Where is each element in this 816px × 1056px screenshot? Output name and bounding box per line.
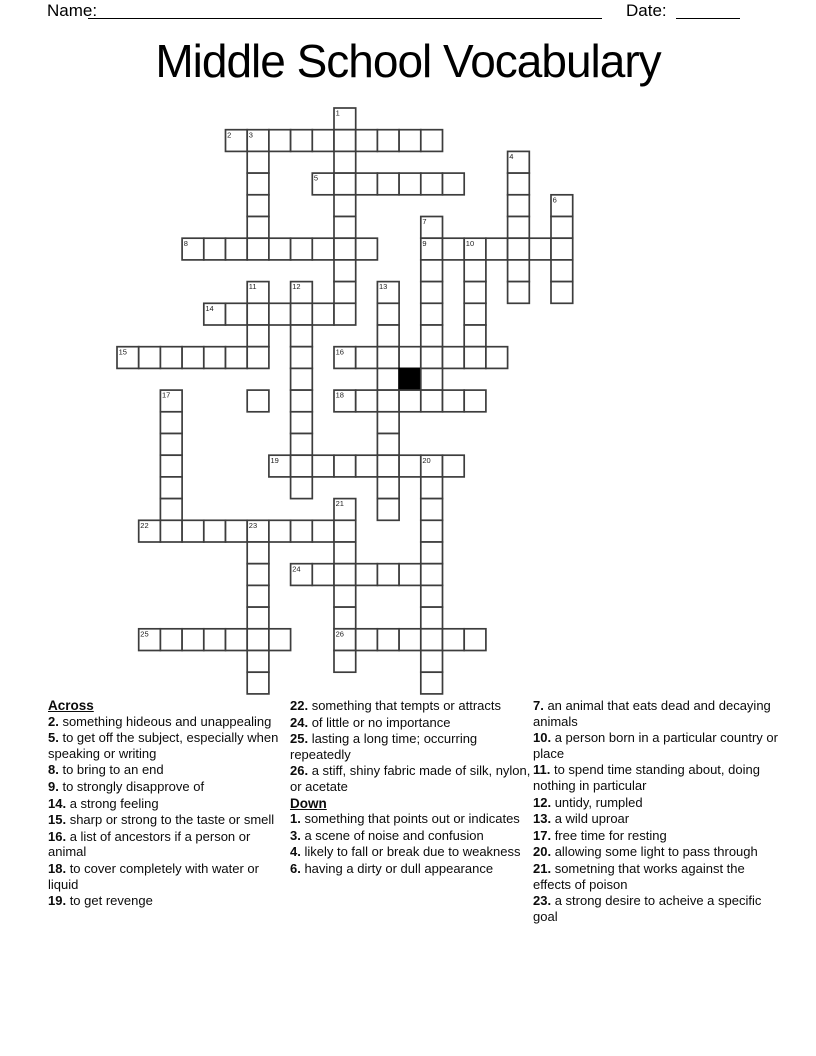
grid-cell: [247, 195, 269, 217]
grid-cell: [291, 347, 313, 369]
grid-cell: [377, 347, 399, 369]
grid-cell: [204, 520, 226, 542]
grid-cell: [226, 238, 248, 260]
clue-item-16: 16. a list of ancestors if a person or animal: [48, 828, 251, 860]
grid-cell: [334, 151, 356, 173]
grid-cell: [421, 542, 443, 564]
clue-item-3: 3. a scene of noise and confusion: [290, 827, 484, 843]
clue-item-12: 12. untidy, rumpled: [533, 794, 643, 810]
grid-cell: [421, 672, 443, 694]
grid-cell: [291, 390, 313, 412]
grid-cell-number: 9: [422, 238, 427, 248]
grid-cell-number: 11: [248, 282, 257, 292]
grid-cell: [421, 607, 443, 629]
grid-cell: [464, 260, 486, 282]
grid-cell: [247, 173, 269, 195]
grid-cell: [312, 130, 334, 152]
grid-cell: [291, 238, 313, 260]
grid-cell: [551, 238, 573, 260]
grid-cell: [356, 455, 378, 477]
clue-item-5: 5. to get off the subject, especially when speaking or writing: [48, 730, 279, 761]
grid-cell: [291, 368, 313, 390]
grid-cell: [291, 455, 313, 477]
grid-cell: [291, 412, 313, 434]
grid-cell: [204, 347, 226, 369]
grid-cell-number: 5: [313, 173, 319, 183]
grid-cell-number: 20: [422, 455, 431, 465]
grid-cell: [160, 347, 182, 369]
clue-item-20: 20. allowing some light to pass through: [533, 844, 758, 860]
grid-cell: [334, 585, 356, 607]
clue-item-13: 13. a wild uproar: [533, 811, 630, 827]
grid-cell: [377, 325, 399, 347]
grid-cell: [334, 520, 356, 542]
grid-cell: [508, 282, 530, 304]
grid-cell: [399, 173, 421, 195]
grid-cell: [377, 564, 399, 586]
grid-cell-number: 24: [292, 564, 301, 574]
clue-item-24: 24. of little or no importance: [290, 714, 451, 730]
grid-cell: [247, 607, 269, 629]
grid-cell: [399, 455, 421, 477]
grid-cell: [291, 325, 313, 347]
clue-item-11: 11. to spend time standing about, doing nothing in particular: [533, 762, 760, 793]
grid-cell: [421, 564, 443, 586]
grid-cell: [443, 390, 465, 412]
grid-cell-number: 13: [379, 282, 388, 292]
grid-cell: [247, 672, 269, 694]
grid-cell: [334, 455, 356, 477]
grid-cell: [139, 347, 161, 369]
grid-cell: [334, 217, 356, 239]
grid-cell: [247, 347, 269, 369]
grid-cell-number: 10: [465, 238, 475, 248]
grid-cell: [464, 282, 486, 304]
grid-cell: [443, 173, 465, 195]
date-blank-line: [676, 18, 740, 19]
clue-item-9: 9. to strongly disapprove of: [48, 778, 205, 794]
grid-cell: [226, 347, 248, 369]
grid-cell: [182, 520, 204, 542]
grid-cell: [421, 130, 443, 152]
grid-cell: [334, 303, 356, 325]
grid-cell-number: 26: [335, 629, 344, 639]
page-title: Middle School Vocabulary: [155, 35, 661, 87]
grid-cell: [377, 455, 399, 477]
grid-cell: [551, 217, 573, 239]
grid-cell-number: 8: [183, 238, 188, 248]
grid-cell: [160, 477, 182, 499]
grid-cell: [421, 347, 443, 369]
grid-cell: [334, 238, 356, 260]
grid-cell-number: 19: [270, 455, 279, 465]
grid-cell: [443, 347, 465, 369]
grid-cell-number: 23: [248, 520, 258, 530]
grid-cell: [269, 303, 291, 325]
grid-cell: [421, 477, 443, 499]
grid-cell-number: 22: [140, 520, 149, 530]
grid-cell: [291, 520, 313, 542]
grid-cell: [312, 238, 334, 260]
grid-cell-number: 2: [227, 130, 232, 140]
grid-cell: [334, 130, 356, 152]
clue-item-19: 19. to get revenge: [48, 893, 153, 909]
grid-cell: [247, 585, 269, 607]
grid-cell: [291, 477, 313, 499]
grid-cell: [421, 325, 443, 347]
clue-item-14: 14. a strong feeling: [48, 795, 159, 811]
grid-cell: [247, 238, 269, 260]
grid-cell-number: 3: [248, 130, 253, 140]
grid-cell: [182, 347, 204, 369]
grid-cell: [508, 173, 530, 195]
clue-item-15: 15. sharp or strong to the taste or smell: [48, 812, 275, 828]
grid-cell: [421, 260, 443, 282]
grid-cell: [160, 629, 182, 651]
grid-cell: [421, 585, 443, 607]
grid-cell: [160, 499, 182, 521]
grid-cell: [377, 434, 399, 456]
grid-cell: [377, 130, 399, 152]
grid-cell: [377, 173, 399, 195]
grid-cell-number: 14: [205, 303, 214, 313]
grid-cell: [247, 151, 269, 173]
grid-cell: [204, 629, 226, 651]
grid-cell: [182, 629, 204, 651]
grid-cell: [421, 629, 443, 651]
clue-item-21: 21. sometning that works against the effects of poison: [533, 860, 745, 892]
grid-cell: [529, 238, 551, 260]
grid-cell-number: 6: [552, 195, 557, 205]
grid-cell: [486, 238, 508, 260]
grid-cell: [443, 455, 465, 477]
grid-cell: [334, 607, 356, 629]
clue-item-22: 22. something that tempts or attracts: [290, 698, 501, 713]
name-blank-line: [88, 18, 602, 19]
grid-cell: [269, 629, 291, 651]
grid-cell: [421, 651, 443, 673]
grid-cell: [508, 217, 530, 239]
grid-cell: [464, 303, 486, 325]
grid-cell: [551, 260, 573, 282]
grid-cell: [334, 564, 356, 586]
grid-cell: [399, 564, 421, 586]
grid-cell: [464, 629, 486, 651]
grid-cell: [464, 390, 486, 412]
grid-cell: [269, 130, 291, 152]
grid-cell: [247, 325, 269, 347]
grid-cell: [334, 195, 356, 217]
grid-cell: [356, 629, 378, 651]
grid-cell-number: 18: [335, 390, 344, 400]
grid-cell-number: 1: [335, 108, 340, 118]
clue-column-middle: [290, 698, 533, 878]
clue-item-23: 23. a strong desire to acheive a specific goal: [533, 893, 762, 924]
grid-cell: [356, 130, 378, 152]
grid-cell: [226, 629, 248, 651]
grid-cell: [421, 303, 443, 325]
grid-cell: [551, 282, 573, 304]
grid-cell: [312, 303, 334, 325]
grid-cell: [247, 217, 269, 239]
name-label: Name:: [47, 1, 98, 20]
grid-cell: [399, 347, 421, 369]
grid-cell: [508, 195, 530, 217]
grid-black-cell: [399, 368, 421, 390]
clue-item-4: 4. likely to fall or break due to weakness: [290, 844, 521, 860]
grid-cell: [247, 629, 269, 651]
grid-cell-number: 4: [509, 152, 514, 161]
clue-item-10: 10. a person born in a particular country or place: [533, 730, 778, 761]
grid-cell: [486, 347, 508, 369]
grid-cell: [247, 651, 269, 673]
grid-cell: [377, 390, 399, 412]
grid-cell: [464, 347, 486, 369]
grid-cell: [334, 651, 356, 673]
grid-cell: [399, 130, 421, 152]
grid-cell: [399, 390, 421, 412]
grid-cell: [291, 130, 313, 152]
grid-cell: [377, 629, 399, 651]
grid-cell: [334, 542, 356, 564]
grid-cell: [377, 368, 399, 390]
grid-cell: [377, 477, 399, 499]
grid-cell: [356, 564, 378, 586]
grid-cell: [291, 303, 313, 325]
grid-cell: [377, 499, 399, 521]
grid-cell-number: 21: [335, 499, 344, 509]
grid-cell: [291, 434, 313, 456]
grid-cell: [247, 564, 269, 586]
down-header: Down: [290, 795, 327, 811]
grid-cell: [508, 260, 530, 282]
grid-cell: [247, 303, 269, 325]
grid-cell: [421, 520, 443, 542]
grid-cell: [269, 520, 291, 542]
grid-cell: [508, 238, 530, 260]
date-label: Date:: [626, 1, 667, 20]
grid-cell: [377, 412, 399, 434]
grid-cell: [334, 173, 356, 195]
clue-item-25: 25. lasting a long time; occurring repeatedly: [290, 731, 478, 762]
grid-cell: [312, 520, 334, 542]
grid-cell: [160, 455, 182, 477]
clue-item-1: 1. something that points out or indicates: [290, 811, 520, 827]
grid-cell: [247, 390, 269, 412]
grid-cell: [421, 282, 443, 304]
crossword-grid: [116, 107, 576, 696]
clue-item-17: 17. free time for resting: [533, 827, 667, 843]
grid-cell: [312, 564, 334, 586]
grid-cell: [334, 260, 356, 282]
grid-cell: [356, 347, 378, 369]
grid-cell-number: 25: [140, 629, 149, 639]
grid-cell: [160, 520, 182, 542]
grid-cell: [421, 390, 443, 412]
clue-item-8: 8. to bring to an end: [48, 762, 164, 778]
clue-item-7: 7. an animal that eats dead and decaying animals: [533, 698, 771, 729]
grid-cell: [377, 303, 399, 325]
grid-cell: [356, 390, 378, 412]
grid-cell: [356, 173, 378, 195]
grid-cell: [160, 412, 182, 434]
grid-cell: [160, 434, 182, 456]
clue-column-left: [48, 698, 280, 910]
grid-cell-number: 12: [292, 282, 301, 292]
grid-cell: [269, 238, 291, 260]
grid-cell-number: 17: [162, 390, 171, 400]
grid-cell: [204, 238, 226, 260]
grid-cell: [421, 499, 443, 521]
grid-cell: [421, 173, 443, 195]
grid-cell: [334, 282, 356, 304]
grid-cell: [421, 368, 443, 390]
grid-cell: [226, 303, 248, 325]
grid-cell-number: 15: [118, 347, 127, 357]
grid-cell-number: 16: [335, 347, 344, 357]
across-header: Across: [48, 698, 94, 713]
grid-cell: [312, 455, 334, 477]
grid-cell: [399, 629, 421, 651]
clue-item-2: 2. something hideous and unappealing: [48, 713, 272, 729]
grid-cell: [443, 629, 465, 651]
grid-cell: [443, 238, 465, 260]
grid-cell: [226, 520, 248, 542]
clue-column-right: [533, 698, 785, 925]
grid-cell: [356, 238, 378, 260]
clue-item-6: 6. having a dirty or dull appearance: [290, 860, 494, 876]
grid-cell-number: 7: [422, 217, 427, 227]
grid-cell: [464, 325, 486, 347]
grid-cell: [247, 542, 269, 564]
clue-item-18: 18. to cover completely with water or liquid: [48, 860, 259, 892]
clue-item-26: 26. a stiff, shiny fabric made of silk, nylon, or acetate: [290, 763, 531, 794]
